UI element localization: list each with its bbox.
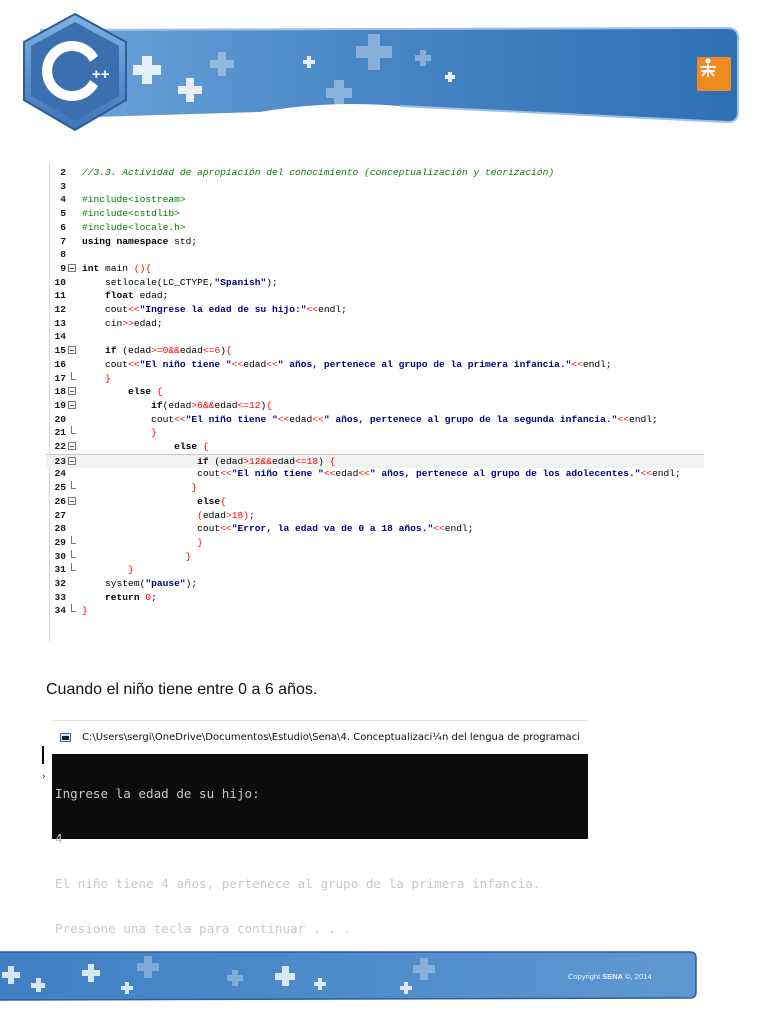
code-line: [46, 180, 704, 194]
code-text: cout<<"Ingrese la edad de su hijo:"<<endl;: [82, 304, 347, 315]
line-number: 4: [60, 194, 66, 206]
fold-end-icon: [71, 372, 76, 380]
code-line: [46, 426, 704, 440]
code-line: [46, 604, 704, 618]
code-text: else{: [197, 495, 226, 507]
fold-toggle-icon[interactable]: [68, 442, 76, 450]
line-number: 15: [54, 345, 66, 357]
code-text: }: [185, 550, 192, 562]
code-line: [46, 495, 704, 509]
code-text: #include<iostream>: [82, 194, 186, 206]
copyright-suffix: ©, 2014: [623, 972, 652, 981]
code-line: [46, 467, 704, 481]
line-number: 8: [60, 249, 66, 261]
header-banner: [0, 0, 768, 150]
code-text: (edad>18);: [197, 509, 255, 521]
fold-toggle-icon[interactable]: [68, 401, 76, 409]
line-number: 12: [54, 304, 66, 315]
code-text: return 0;: [105, 591, 157, 603]
copyright-text: [568, 972, 652, 981]
console-line: 4: [55, 831, 63, 846]
code-text: int main (){: [82, 262, 152, 274]
line-number: 20: [54, 413, 66, 425]
sena-logo-icon: [697, 57, 719, 79]
code-line: [46, 330, 704, 344]
code-text: else {: [128, 386, 163, 398]
code-text: if (edad>=0&&edad<=6){: [105, 345, 232, 357]
footer-banner-graphic: [0, 948, 768, 1008]
code-text: if(edad>6&&edad<=12){: [151, 399, 273, 411]
code-line: [46, 235, 704, 249]
code-text: if (edad>12&&edad<=18) {: [197, 455, 336, 467]
code-line: [46, 358, 704, 372]
line-number: 23: [54, 455, 66, 467]
code-text: #include<locale.h>: [82, 221, 186, 233]
code-text: }: [191, 482, 198, 494]
line-number: 28: [54, 523, 66, 535]
fold-toggle-icon[interactable]: [68, 346, 76, 354]
code-editor: [46, 163, 704, 641]
code-line: [46, 385, 704, 399]
line-number: 2: [60, 167, 66, 178]
fold-toggle-icon[interactable]: [68, 497, 76, 505]
code-text: float edad;: [105, 290, 169, 302]
code-line: [46, 207, 704, 221]
line-number: 22: [54, 441, 66, 452]
code-text: cout<<"El niño tiene "<<edad<<" años, pertenece al grupo de la segunda infancia."<<endl;: [82, 413, 658, 425]
code-line: [46, 413, 704, 427]
line-number: 6: [60, 221, 66, 233]
fold-end-icon: [71, 604, 76, 612]
code-line: [46, 276, 704, 290]
line-number: 27: [54, 509, 66, 521]
line-number: 10: [54, 276, 66, 288]
console-titlebar[interactable]: [52, 720, 588, 754]
code-text: cout<<"El niño tiene "<<edad<<" años, pertenece al grupo de la primera infancia."<<endl;: [82, 358, 612, 370]
fold-end-icon: [71, 426, 76, 434]
code-line: [46, 522, 704, 536]
line-number: 18: [54, 386, 66, 398]
console-line: Presione una tecla para continuar . . .: [55, 921, 351, 936]
code-line: [46, 440, 704, 454]
code-line: [46, 344, 704, 358]
fold-end-icon: [71, 481, 76, 489]
header-banner-graphic: [0, 0, 768, 150]
code-text: else {: [174, 441, 209, 452]
line-number: 32: [54, 578, 66, 589]
line-number: 25: [54, 482, 66, 494]
line-number: 21: [54, 427, 66, 439]
code-line: [46, 550, 704, 564]
code-line: [46, 221, 704, 235]
console-title: C:\Users\sergi\OneDrive\Documentos\Estudio\Sena\4. Conceptualizaci¼n del lengua de programaci: [82, 732, 580, 743]
line-number: 30: [54, 550, 66, 562]
code-text: }: [82, 605, 88, 617]
fold-toggle-icon[interactable]: [68, 457, 76, 465]
fold-end-icon: [71, 550, 76, 558]
code-line: [46, 289, 704, 303]
line-number: 17: [54, 372, 66, 384]
console-line: Ingrese la edad de su hijo:: [55, 786, 260, 801]
cursor-mark: [42, 746, 44, 764]
copyright-prefix: Copyright: [568, 972, 603, 981]
line-number: 16: [54, 358, 66, 370]
line-number: 24: [54, 468, 66, 480]
copyright-brand: SENA: [602, 972, 624, 981]
code-text: }: [105, 372, 111, 384]
fold-toggle-icon[interactable]: [68, 264, 76, 272]
code-text: }: [197, 536, 203, 548]
line-number: 26: [54, 495, 66, 507]
code-line: [46, 536, 704, 550]
code-text: using namespace std;: [82, 235, 198, 247]
code-text: //3.3. Actividad de apropiación del conocimiento (conceptualización y teorización): [82, 167, 555, 178]
line-number: 19: [54, 399, 66, 411]
code-text: }: [151, 427, 157, 439]
line-number: 34: [54, 605, 66, 617]
console-line: El niño tiene 4 años, pertenece al grupo de la primera infancia.: [55, 876, 541, 891]
code-line: [46, 166, 704, 180]
line-number: 7: [60, 235, 66, 247]
fold-toggle-icon[interactable]: [68, 387, 76, 395]
code-line: [46, 317, 704, 331]
line-number: 29: [54, 536, 66, 548]
code-line: [46, 262, 704, 276]
line-number: 31: [54, 564, 66, 576]
code-line: [46, 577, 704, 591]
code-line: [46, 509, 704, 523]
code-line: [46, 591, 704, 605]
line-number: 33: [54, 591, 66, 603]
code-text: cin>>edad;: [82, 317, 163, 329]
code-line: [46, 481, 704, 495]
code-text: setlocale(LC_CTYPE,"Spanish");: [82, 276, 278, 288]
line-number: 13: [54, 317, 66, 329]
line-number: 14: [54, 331, 66, 343]
code-text: }: [128, 564, 134, 576]
code-line: [46, 248, 704, 262]
fold-end-icon: [71, 563, 76, 571]
line-number: 9: [60, 262, 66, 274]
code-line: [46, 563, 704, 577]
code-text: cout<<"El niño tiene "<<edad<<" años, pertenece al grupo de los adolecentes."<<endl;: [82, 468, 681, 480]
code-text: cout<<"Error, la edad va de 0 a 18 años."<<endl;: [82, 523, 474, 535]
code-line: [46, 454, 704, 469]
footer-banner: [0, 948, 768, 1008]
line-number: 11: [54, 290, 66, 302]
fold-end-icon: [71, 536, 76, 544]
line-number: 5: [60, 208, 66, 220]
svg-text:++: ++: [92, 66, 110, 83]
line-number: 3: [60, 180, 66, 192]
sena-badge: [697, 57, 731, 91]
code-line: [46, 399, 704, 413]
code-text: system("pause");: [82, 578, 198, 589]
console-app-icon: [60, 733, 71, 742]
side-glyph: ›: [42, 772, 46, 782]
code-line: [46, 303, 704, 317]
code-text: #include<cstdlib>: [82, 208, 180, 220]
code-line: [46, 193, 704, 207]
console-output: [55, 756, 540, 966]
console-window[interactable]: [52, 720, 588, 936]
caption-text: Cuando el niño tiene entre 0 a 6 años.: [46, 681, 318, 698]
code-line: [46, 372, 704, 386]
